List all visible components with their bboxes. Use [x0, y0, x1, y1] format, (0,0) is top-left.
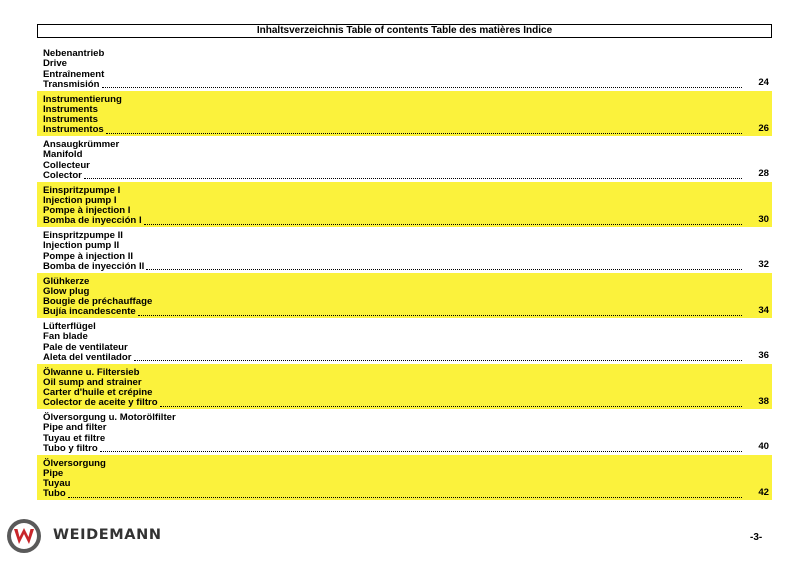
toc-list — [37, 45, 772, 500]
toc-entry-title: Ansaugkrümmer — [43, 139, 120, 150]
toc-entry-title: Oil sump and strainer — [43, 376, 142, 388]
toc-entry-title: Bomba de inyección II — [43, 260, 145, 272]
toc-entry[interactable] — [37, 273, 772, 319]
toc-entry-title: Glühkerze — [43, 275, 90, 287]
toc-entry[interactable] — [37, 91, 772, 137]
toc-entry-title: Tubo y filtro — [43, 442, 98, 454]
toc-page-number: 28 — [758, 168, 769, 180]
dot-leader — [68, 496, 742, 498]
toc-entry[interactable] — [37, 455, 772, 501]
toc-page-number: 40 — [758, 441, 769, 453]
toc-entry-last-line — [43, 168, 772, 181]
toc-entry-title: Colector — [43, 169, 82, 181]
toc-entry-last-line — [43, 441, 772, 454]
toc-entry-title: Nebenantrieb — [43, 48, 105, 59]
toc-entry-title: Fan blade — [43, 331, 88, 343]
toc-page-number: 26 — [758, 122, 769, 134]
toc-entry-title: Einspritzpumpe II — [43, 230, 123, 241]
toc-entry-title: Aleta del ventilador — [43, 351, 132, 363]
dot-leader — [144, 223, 742, 225]
toc-entry-title: Instruments — [43, 114, 98, 126]
toc-entry[interactable] — [37, 136, 772, 182]
toc-entry-title: Pipe and filter — [43, 422, 107, 434]
toc-entry-last-line — [43, 77, 772, 90]
toc-entry-title: Collecteur — [43, 159, 90, 171]
toc-page-number: 42 — [758, 486, 769, 498]
toc-entry-title: Drive — [43, 58, 67, 70]
toc-entry[interactable] — [37, 409, 772, 455]
toc-entry-title: Tuyau et filtre — [43, 432, 106, 444]
toc-entry[interactable] — [37, 364, 772, 410]
toc-entry-title: Injection pump I — [43, 194, 117, 206]
toc-entry-title: Carter d'huile et crépine — [43, 387, 153, 399]
toc-entry-title: Glow plug — [43, 285, 90, 297]
toc-entry-title: Transmisión — [43, 78, 100, 90]
toc-entry-title: Tuyau — [43, 478, 71, 490]
toc-entry-last-line — [43, 486, 772, 500]
toc-header: Inhaltsverzeichnis Table of contents Table des matières Índice — [37, 24, 772, 38]
toc-entry-title: Lüfterflügel — [43, 321, 96, 332]
dot-leader — [134, 359, 743, 361]
dot-leader — [160, 405, 742, 407]
toc-entry-title: Pompe à injection I — [43, 205, 131, 217]
toc-page-number: 32 — [758, 259, 769, 271]
toc-entry-title: Instrumentos — [43, 124, 104, 136]
toc-entry-title: Manifold — [43, 149, 83, 161]
toc-entry[interactable] — [37, 227, 772, 273]
toc-entry-title: Ölversorgung — [43, 457, 106, 469]
toc-entry-title: Ölversorgung u. Motorölfilter — [43, 412, 176, 423]
dot-leader — [100, 450, 742, 452]
toc-page-number: 34 — [758, 304, 769, 316]
toc-entry[interactable] — [37, 182, 772, 228]
brand-name: WEIDEMANN — [53, 527, 162, 543]
dot-leader — [138, 314, 742, 316]
toc-entry-title: Instruments — [43, 103, 98, 115]
toc-entry-title: Bomba de inyección I — [43, 215, 142, 227]
toc-entry-title: Einspritzpumpe I — [43, 184, 121, 196]
toc-page-number: 38 — [758, 395, 769, 407]
dot-leader — [84, 177, 742, 179]
toc-entry[interactable] — [37, 318, 772, 364]
toc-entry-last-line — [43, 350, 772, 363]
toc-entry-title: Ölwanne u. Filtersieb — [43, 366, 140, 378]
toc-entry-title: Pompe à injection II — [43, 250, 134, 262]
toc-page-number: 36 — [758, 350, 769, 362]
toc-entry-title: Instrumentierung — [43, 93, 122, 105]
toc-entry-title: Colector de aceite y filtro — [43, 397, 158, 409]
toc-entry-title: Pipe — [43, 467, 64, 479]
toc-entry-title: Pale de ventilateur — [43, 341, 128, 353]
toc-entry-last-line — [43, 395, 772, 409]
toc-entry-title: Bougie de préchauffage — [43, 296, 153, 308]
toc-entry-last-line — [43, 259, 772, 272]
toc-entry-title: Injection pump II — [43, 240, 120, 252]
toc-page-number: 30 — [758, 213, 769, 225]
weidemann-w-logo-icon — [6, 518, 42, 554]
dot-leader — [102, 86, 742, 88]
toc-entry-last-line — [43, 304, 772, 318]
toc-entry-title: Entraînement — [43, 68, 105, 80]
toc-entry-last-line — [43, 122, 772, 136]
toc-entry-last-line — [43, 213, 772, 227]
toc-entry-title: Tubo — [43, 488, 66, 500]
toc-entry-title: Bujía incandescente — [43, 306, 136, 318]
dot-leader — [106, 132, 742, 134]
dot-leader — [146, 268, 742, 270]
toc-entry[interactable] — [37, 45, 772, 91]
toc-page-number: 24 — [758, 77, 769, 89]
page-number: -3- — [750, 532, 763, 543]
